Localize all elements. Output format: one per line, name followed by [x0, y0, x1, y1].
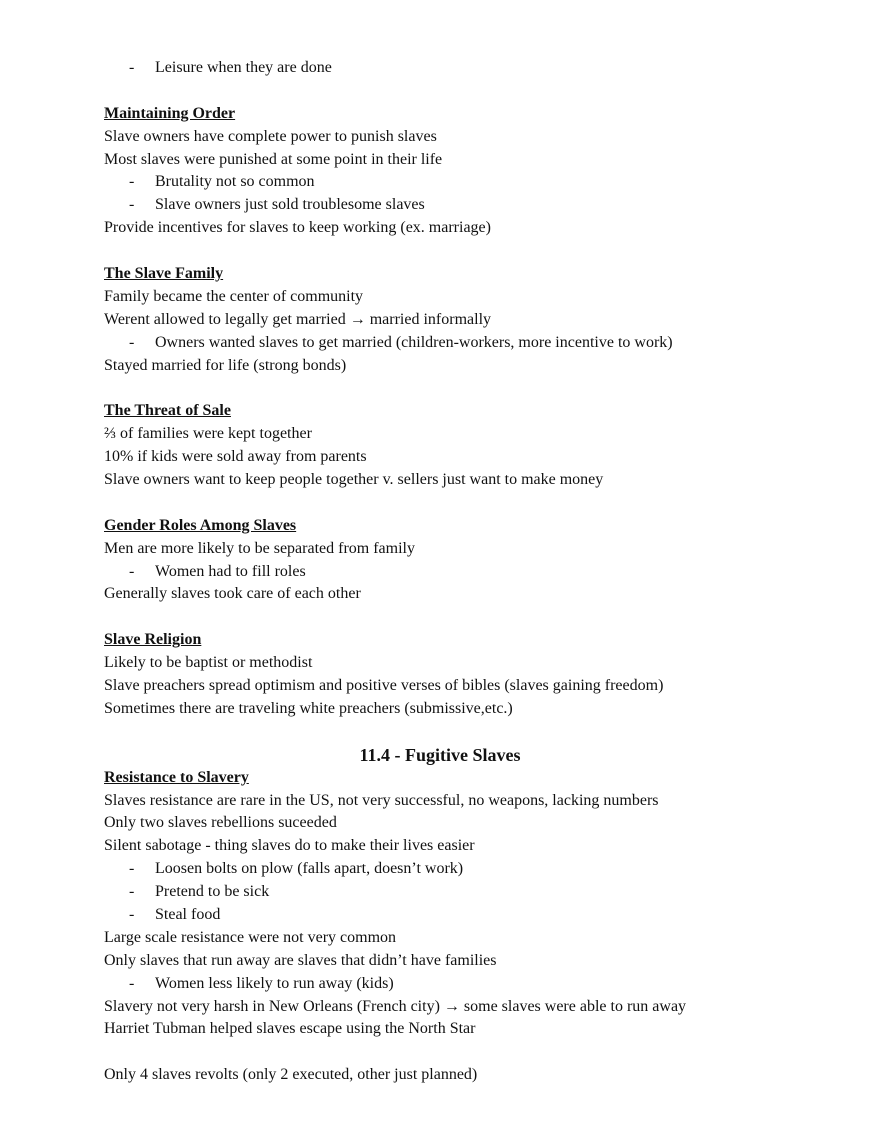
text-line: Family became the center of community: [104, 287, 364, 305]
text-line: Slavery not very harsh in New Orleans (French city) → some slaves were able to run away: [104, 997, 687, 1015]
bullet-dash: -: [129, 860, 135, 878]
bullet-item: [104, 194, 804, 217]
blank-line: [104, 240, 804, 263]
text-line: 10% if kids were sold away from parents: [104, 448, 367, 466]
bullet-dash: -: [129, 59, 135, 76]
section-heading: The Threat of Sale: [104, 402, 231, 420]
text-line: Only two slaves rebellions suceeded: [104, 814, 337, 832]
bullet-item: [104, 904, 804, 927]
text-line: Most slaves were punished at some point in their life: [104, 150, 443, 168]
blank-line: [104, 377, 804, 400]
section-heading: Resistance to Slavery: [104, 768, 249, 786]
blank-line: [104, 1041, 804, 1064]
blank-line: [104, 80, 804, 103]
bullet-item: [104, 57, 804, 80]
text-line: Werent allowed to legally get married → married informally: [104, 310, 492, 328]
bullet-dash: -: [129, 905, 135, 923]
text-line: Only 4 slaves revolts (only 2 executed, other just planned): [104, 1066, 478, 1084]
bullet-item: [104, 858, 804, 881]
bullet-text: Owners wanted slaves to get married (children-workers, more incentive to work): [155, 333, 673, 351]
text-line: Large scale resistance were not very common: [104, 928, 397, 946]
text-line: Likely to be baptist or methodist: [104, 654, 313, 672]
bullet-item: [104, 973, 804, 996]
text-line: Sometimes there are traveling white preachers (submissive,etc.): [104, 699, 513, 717]
blank-line: [104, 492, 804, 515]
bullet-item: [104, 332, 804, 355]
text-line: Slave owners want to keep people together v. sellers just want to make money: [104, 471, 604, 489]
text-line: Slave owners have complete power to punish slaves: [104, 127, 437, 145]
bullet-item: [104, 171, 804, 194]
text-line: Provide incentives for slaves to keep working (ex. marriage): [104, 219, 491, 237]
bullet-dash: -: [129, 333, 135, 351]
text-line: Slave preachers spread optimism and positive verses of bibles (slaves gaining freedom): [104, 677, 664, 695]
bullet-text: Women had to fill roles: [155, 562, 306, 580]
bullet-dash: -: [129, 562, 135, 580]
section-heading: Maintaining Order: [104, 104, 236, 122]
text-line: Stayed married for life (strong bonds): [104, 356, 347, 374]
text-line: Silent sabotage - thing slaves do to make their lives easier: [104, 837, 475, 855]
document-body: [104, 57, 804, 1087]
text-line: ⅔ of families were kept together: [104, 425, 312, 443]
text-line: Men are more likely to be separated from family: [104, 539, 415, 557]
bullet-text: Slave owners just sold troublesome slaves: [155, 196, 425, 214]
text-line: Harriet Tubman helped slaves escape using the North Star: [104, 1020, 476, 1038]
bullet-text: Women less likely to run away (kids): [155, 974, 394, 992]
blank-line: [104, 606, 804, 629]
bullet-dash: -: [129, 173, 135, 191]
bullet-dash: -: [129, 883, 135, 901]
bullet-text: Loosen bolts on plow (falls apart, doesn’t work): [155, 860, 464, 878]
bullet-text: Leisure when they are done: [155, 59, 332, 76]
bullet-item: [104, 881, 804, 904]
section-heading: Gender Roles Among Slaves: [104, 516, 297, 534]
bullet-text: Pretend to be sick: [155, 883, 270, 901]
bullet-text: Brutality not so common: [155, 173, 315, 191]
bullet-item: [104, 561, 804, 584]
text-line: Generally slaves took care of each other: [104, 585, 361, 603]
chapter-title: 11.4 - Fugitive Slaves: [359, 744, 521, 765]
text-line: Slaves resistance are rare in the US, not very successful, no weapons, lacking numbers: [104, 791, 659, 809]
blank-line: [104, 721, 804, 744]
bullet-dash: -: [129, 196, 135, 214]
section-heading: The Slave Family: [104, 265, 224, 283]
bullet-dash: -: [129, 974, 135, 992]
text-line: Only slaves that run away are slaves that didn’t have families: [104, 951, 497, 969]
section-heading: Slave Religion: [104, 631, 202, 649]
bullet-text: Steal food: [155, 905, 221, 923]
